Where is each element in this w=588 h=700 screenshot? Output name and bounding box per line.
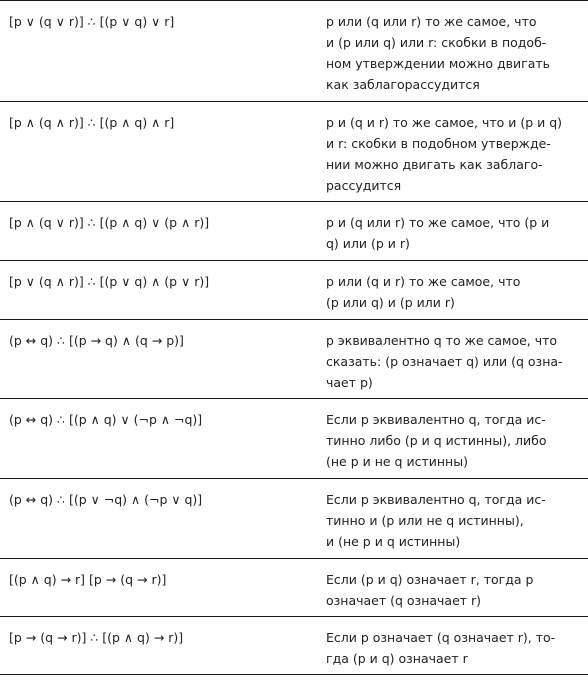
- table-row: [0, 202, 588, 261]
- formula-cell: [p ∧ (q ∧ r)] ∴ [(p ∧ q) ∧ r]: [9, 115, 175, 130]
- description-cell: Если p эквивалентно q, тогда ис- тинно и (p или не q истинны), и (не p и q истинны): [326, 492, 546, 549]
- description-cell: p или (q и r) то же самое, что (p или q) и (p или r): [326, 274, 521, 310]
- table-row: [0, 261, 588, 320]
- description-cell: Если (p и q) означает r, тогда p означает (q означает r): [326, 572, 534, 608]
- description-cell: p или (q или r) то же самое, что и (p или q) или r: скобки в подоб- ном утверждении можно двигать как заблагорассудится: [326, 14, 551, 92]
- table-row: [0, 102, 588, 202]
- formula-cell: [p → (q → r)] ∴ [(p ∧ q) → r)]: [9, 630, 184, 645]
- description-cell: p эквивалентно q то же самое, что сказать: (p означает q) или (q озна- чает p): [326, 333, 563, 390]
- formula-cell: (p ↔ q) ∴ [(p ∧ q) ∨ (¬p ∧ ¬q)]: [9, 412, 203, 427]
- description-cell: p и (q и r) то же самое, что и (p и q) и r: скобки в подобном утвержде- нии можно двигать как заблаго- рассудится: [326, 115, 563, 193]
- table-row: [0, 617, 588, 675]
- formula-cell: [p ∨ (q ∧ r)] ∴ [(p ∨ q) ∧ (p ∨ r)]: [9, 274, 210, 289]
- formula-cell: [(p ∧ q) → r] [p → (q → r)]: [9, 572, 167, 587]
- description-cell: Если p эквивалентно q, тогда ис- тинно либо (p и q истинны), либо (не p и не q истинны): [326, 412, 547, 469]
- formula-cell: [p ∧ (q ∨ r)] ∴ [(p ∧ q) ∨ (p ∧ r)]: [9, 215, 210, 230]
- formula-cell: (p ↔ q) ∴ [(p → q) ∧ (q → p)]: [9, 333, 184, 348]
- formula-cell: [p ∨ (q ∨ r)] ∴ [(p ∨ q) ∨ r]: [9, 14, 175, 29]
- table-row: [0, 479, 588, 559]
- description-cell: p и (q или r) то же самое, что (p и q) или (p и r): [326, 215, 550, 251]
- formula-cell: (p ↔ q) ∴ [(p ∨ ¬q) ∧ (¬p ∨ q)]: [9, 492, 203, 507]
- description-cell: Если p означает (q означает r), то- гда (p и q) означает r: [326, 630, 556, 666]
- table-row: [0, 1, 588, 102]
- table-row: [0, 399, 588, 479]
- table-row: [0, 320, 588, 399]
- table-row: [0, 559, 588, 617]
